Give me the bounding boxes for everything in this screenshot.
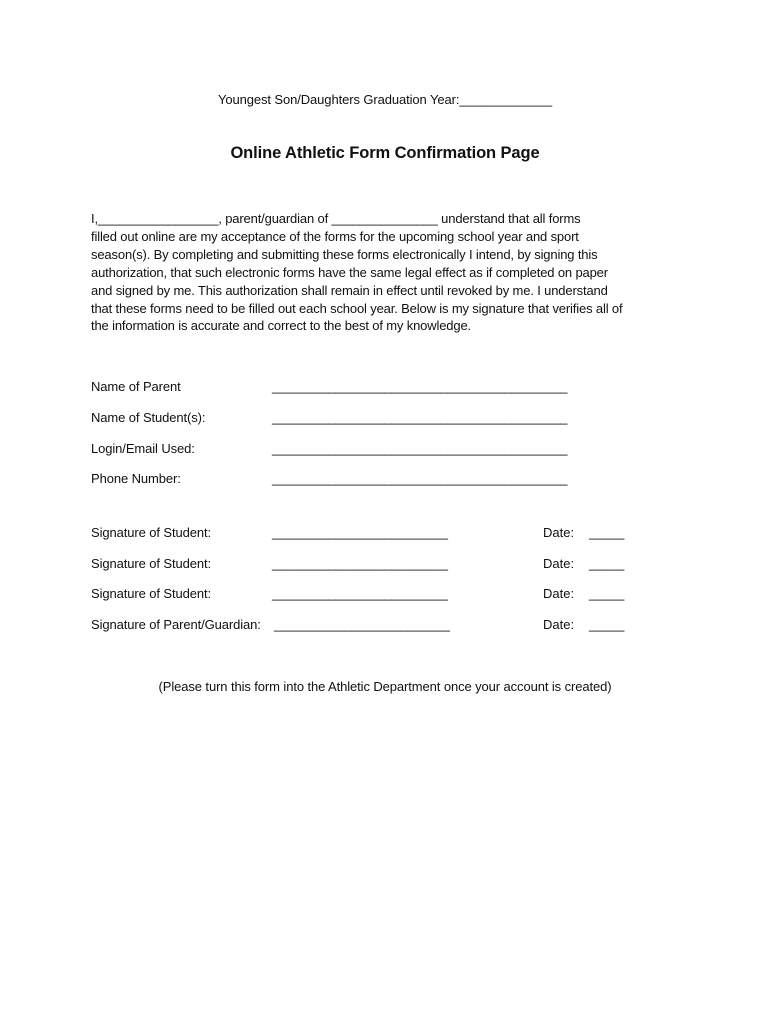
paragraph-line: authorization, that such electronic forms have the same legal effect as if completed on paper [91, 264, 608, 280]
student-signature-label: Signature of Student: [91, 525, 212, 540]
parent-signature-label: Signature of Parent/Guardian: [91, 617, 261, 632]
student-signature-blank: _________________________ [272, 586, 448, 601]
student-signature-label: Signature of Student: [91, 556, 212, 571]
date-blank: _____ [589, 617, 625, 632]
login-email-blank: __________________________________________ [272, 441, 568, 456]
phone-number-label: Phone Number: [91, 471, 181, 486]
paragraph-line: the information is accurate and correct to the best of my knowledge. [91, 318, 472, 334]
student-name-blank: __________________________________________ [272, 410, 568, 425]
student-signature-label: Signature of Student: [91, 586, 212, 601]
authorization-paragraph [91, 210, 691, 335]
parent-name-blank: __________________________________________ [272, 379, 568, 394]
date-label: Date: [543, 617, 575, 632]
date-label: Date: [543, 586, 575, 601]
paragraph-line: that these forms need to be filled out each school year. Below is my signature that verifies all of [91, 300, 623, 316]
paragraph-line: I,_________________, parent/guardian of _______________ understand that all forms [91, 211, 581, 226]
student-name-label: Name of Student(s): [91, 410, 206, 425]
parent-name-label: Name of Parent [91, 379, 181, 394]
paragraph-line: season(s). By completing and submitting these forms electronically I intend, by signing this [91, 246, 598, 262]
graduation-year-line: Youngest Son/Daughters Graduation Year:_____________ [217, 92, 553, 107]
date-label: Date: [543, 556, 575, 571]
student-signature-blank: _________________________ [272, 556, 448, 571]
parent-signature-blank: _________________________ [274, 617, 450, 632]
date-blank: _____ [589, 525, 625, 540]
date-blank: _____ [589, 556, 625, 571]
phone-number-blank: __________________________________________ [272, 471, 568, 486]
date-label: Date: [543, 525, 575, 540]
student-signature-blank: _________________________ [272, 525, 448, 540]
page-title: Online Athletic Form Confirmation Page [230, 144, 540, 162]
paragraph-line: filled out online are my acceptance of the forms for the upcoming school year and sport [91, 228, 579, 244]
login-email-label: Login/Email Used: [91, 441, 195, 456]
paragraph-line: and signed by me. This authorization shall remain in effect until revoked by me. I understand [91, 282, 608, 298]
footer-note: (Please turn this form into the Athletic Department once your account is created) [158, 679, 612, 694]
date-blank: _____ [589, 586, 625, 601]
